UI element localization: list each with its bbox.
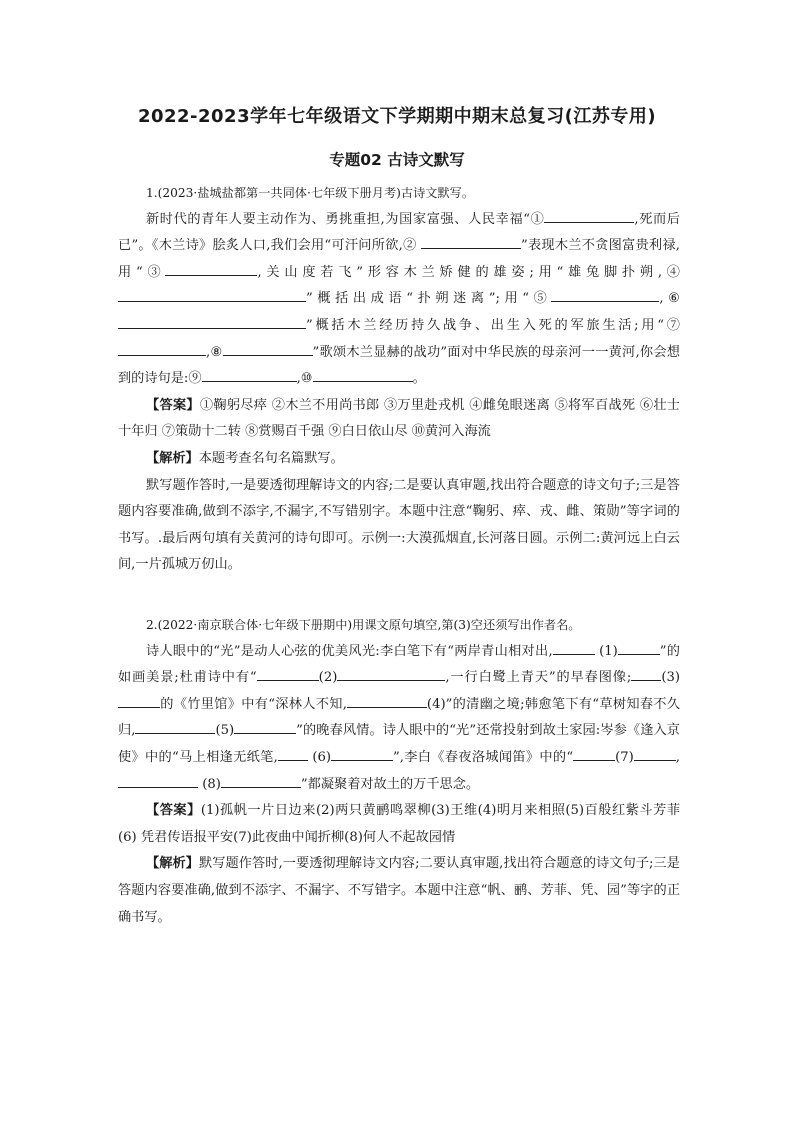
question-1-analysis — [118, 446, 680, 473]
fill-blank-9[interactable] — [202, 367, 297, 382]
passage-text: ,关山度若飞”形容木兰矫健的雄姿;用“雄兔脚扑朔,④ — [257, 264, 680, 280]
blank-number: (4) — [426, 696, 446, 712]
fill-blank-7a[interactable] — [573, 746, 615, 761]
passage-text: ”,李白《春夜洛城闻笛》中的“ — [393, 749, 574, 765]
analysis-label: 【解析】 — [146, 856, 199, 872]
question-2-section — [118, 612, 680, 931]
question-2-answer — [118, 798, 680, 851]
fill-blank-8[interactable] — [223, 341, 313, 356]
passage-text: ”歌颂木兰显赫的战功”面对中华民族的母亲河一一黄河,你会想到的诗句是:⑨ — [118, 344, 680, 387]
question-2-source: 2.(2022·南京联合体·七年级下册期中)用课文原句填空,第(3)空还须写出作者名。 — [146, 618, 581, 632]
answer-label: 【答案】 — [146, 397, 200, 413]
topic-title: 专题02 古诗文默写 — [329, 151, 465, 169]
fill-blank-8b[interactable] — [221, 773, 301, 788]
passage-text: 诗人眼中的“光”是动人心弦的优美风光:李白笔下有“两岸青山相对出, — [146, 643, 553, 659]
passage-text: ”的如画美景;杜甫诗中有“ — [118, 643, 680, 686]
fill-blank-6b[interactable] — [331, 746, 393, 761]
fill-blank-8a[interactable] — [118, 773, 198, 788]
blank-number: (2) — [318, 670, 338, 686]
fill-blank-3a[interactable] — [631, 666, 661, 681]
fill-blank-7b[interactable] — [634, 746, 676, 761]
fill-blank-3b[interactable] — [118, 693, 160, 708]
question-1-passage — [118, 207, 680, 393]
blank-number: (3) — [661, 670, 680, 686]
analysis-text: 默写题作答时,一要透彻理解诗文内容;二要认真审题,找出符合题意的诗文句子;三是答题内容要准确,做到不添字、不漏字、不写错字。本题中注意“帆、鹂、芳菲、凭、园”等字的正确书写。 — [118, 856, 680, 925]
answer-text: ①鞠躬尽瘁 ②木兰不用尚书郎 ③万里赴戎机 ④雌兔眼迷离 ⑤将军百战死 ⑥壮士十年归 ⑦策勋十二转 ⑧赏赐百千强 ⑨白日依山尽 ⑩黄河入海流 — [118, 397, 680, 440]
passage-text: ”概括出成语“扑朔迷离”;用“⑤ — [306, 291, 552, 307]
blank-number: (5) — [215, 723, 235, 739]
document-title: 2022-2023学年七年级语文下学期期中期末总复习(江苏专用) — [137, 106, 657, 127]
blank-number: (7) — [615, 749, 634, 765]
fill-blank-5[interactable] — [551, 287, 659, 302]
fill-blank-4a[interactable] — [347, 693, 427, 708]
fill-blank-2b[interactable] — [337, 666, 445, 681]
passage-text: 新时代的青年人要主动作为、勇挑重担,为国家富强、人民幸福“① — [146, 211, 545, 227]
fill-blank-5b[interactable] — [234, 719, 296, 734]
fill-blank-1a[interactable] — [553, 640, 595, 655]
fill-blank-6[interactable] — [118, 314, 306, 329]
passage-text: ,一行白鹭上青天”的早春图像; — [445, 670, 632, 686]
question-1-section — [118, 180, 680, 579]
fill-blank-2[interactable] — [421, 234, 521, 249]
fill-blank-2a[interactable] — [257, 666, 319, 681]
passage-text: , — [675, 749, 680, 765]
passage-text: 。 — [412, 371, 426, 387]
fill-blank-1b[interactable] — [618, 640, 660, 655]
passage-text: ”的晚春风情。诗人眼中的“光”还常投射到故土家园:岑参《逢入京使》中的“马上相逢无纸笔, — [118, 723, 680, 765]
fill-blank-3[interactable] — [165, 261, 257, 276]
answer-label: 【答案】 — [146, 803, 201, 819]
passage-text: ”的清幽之境;韩愈笔下有“草树知春不久归, — [118, 696, 680, 739]
analysis-label: 【解析】 — [146, 450, 199, 466]
question-2-analysis — [118, 851, 680, 931]
passage-text: ,死而后已”。《木兰诗》脍炙人口,我们会用“可汗问所欲,② — [118, 211, 680, 254]
question-1-source: 1.(2023·盐城盐都第一共同体·七年级下册月考)古诗文默写。 — [146, 186, 475, 200]
passage-text: 的《竹里馆》中有“深林人不知, — [160, 696, 347, 712]
blank-number: (8) — [202, 776, 221, 792]
analysis-text: 本题考查名句名篇默写。 — [198, 450, 344, 466]
fill-blank-7[interactable] — [118, 341, 206, 356]
question-1-answer — [118, 393, 680, 446]
passage-text: ”概括木兰经历持久战争、出生入死的军旅生活;用“⑦ — [306, 317, 680, 333]
passage-text: ,⑥ — [659, 291, 680, 307]
fill-blank-6a[interactable] — [278, 746, 308, 761]
fill-blank-10[interactable] — [313, 367, 413, 382]
question-2-passage — [118, 639, 680, 799]
answer-text: (1)孤帆一片日边来(2)两只黄鹂鸣翠柳(3)王维(4)明月来相照(5)百般红紫斗芳菲(6) 凭君传语报平安(7)此夜曲中闻折柳(8)何人不起故园情 — [118, 803, 681, 845]
blank-number: (1) — [599, 643, 618, 659]
fill-blank-5a[interactable] — [135, 719, 215, 734]
question-1-analysis-detail: 默写题作答时,一是要透彻理解诗文的内容;二是要认真审题,找出符合题意的诗文句子;三是答题内容要准确,做到不添字,不漏字,不写错别字。本题中注意“鞠躬、瘁、戎、雌、策勋”等字词的书写。.最后两句填有关黄河的诗句即可。示例一:大漠孤烟直,长河落日圆。示例二:黄河远上白云间,一片孤城万仞山。 — [118, 477, 680, 573]
fill-blank-4[interactable] — [118, 287, 306, 302]
passage-text: ,⑧ — [206, 344, 223, 360]
passage-text: ,⑩ — [296, 371, 313, 387]
passage-text: ”都凝聚着对故土的万千思念。 — [300, 776, 480, 792]
passage-text: ”表现木兰不贪图富贵利禄,用“③ — [118, 238, 680, 280]
fill-blank-1[interactable] — [544, 208, 634, 223]
blank-number: (6) — [312, 749, 332, 765]
